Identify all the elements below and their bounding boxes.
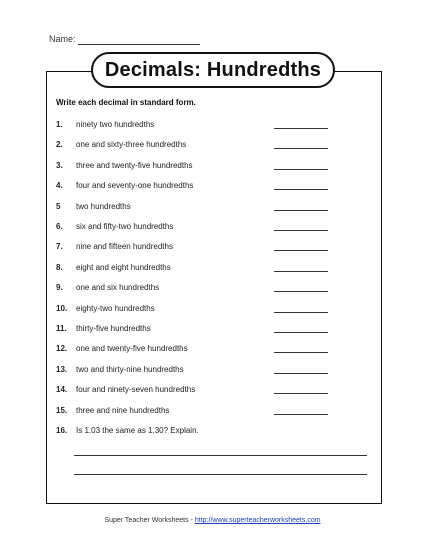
question-number: 12. <box>56 344 68 353</box>
question-number: 13. <box>56 365 68 374</box>
answer-line[interactable] <box>274 373 328 374</box>
question-number: 10. <box>56 304 68 313</box>
question-number: 16. <box>56 426 68 435</box>
question-text: three and twenty-five hundredths <box>76 161 193 170</box>
explain-answer-line-2[interactable] <box>74 474 367 475</box>
question-number: 3. <box>56 161 63 170</box>
footer-link[interactable]: http://www.superteacherworksheets.com <box>194 517 321 524</box>
answer-line[interactable] <box>274 414 328 415</box>
question-text: one and twenty-five hundredths <box>76 344 188 353</box>
footer <box>0 517 425 524</box>
answer-line[interactable] <box>274 332 328 333</box>
question-number: 6. <box>56 222 63 231</box>
answer-line[interactable] <box>274 128 328 129</box>
answer-line[interactable] <box>274 312 328 313</box>
title-banner <box>91 52 335 88</box>
answer-line[interactable] <box>274 352 328 353</box>
question-text: two and thirty-nine hundredths <box>76 365 184 374</box>
question-text: two hundredths <box>76 202 131 211</box>
question-text: nine and fifteen hundredths <box>76 242 173 251</box>
question-number: 5 <box>56 202 61 211</box>
answer-line[interactable] <box>274 230 328 231</box>
question-text: ninety two hundredths <box>76 120 155 129</box>
question-text: one and six hundredths <box>76 283 160 292</box>
instructions: Write each decimal in standard form. <box>56 98 196 107</box>
question-text: six and fifty-two hundredths <box>76 222 174 231</box>
name-label: Name: <box>49 34 76 44</box>
question-text: Is 1.03 the same as 1.30? Explain. <box>76 426 199 435</box>
answer-line[interactable] <box>274 271 328 272</box>
question-text: three and nine hundredths <box>76 406 170 415</box>
name-field-line[interactable] <box>78 44 200 45</box>
answer-line[interactable] <box>274 210 328 211</box>
footer-separator: - <box>190 517 193 524</box>
question-text: four and seventy-one hundredths <box>76 181 194 190</box>
answer-line[interactable] <box>274 393 328 394</box>
question-number: 7. <box>56 242 63 251</box>
question-number: 4. <box>56 181 63 190</box>
question-number: 8. <box>56 263 63 272</box>
question-number: 15. <box>56 406 68 415</box>
question-text: eight and eight hundredths <box>76 263 171 272</box>
explain-answer-line-1[interactable] <box>74 455 367 456</box>
answer-line[interactable] <box>274 169 328 170</box>
question-number: 2. <box>56 140 63 149</box>
footer-site-name: Super Teacher Worksheets <box>104 517 189 524</box>
question-number: 9. <box>56 283 63 292</box>
question-text: thirty-five hundredths <box>76 324 151 333</box>
question-text: one and sixty-three hundredths <box>76 140 187 149</box>
question-number: 11. <box>56 324 67 333</box>
answer-line[interactable] <box>274 291 328 292</box>
worksheet-title: Decimals: Hundredths <box>104 58 322 81</box>
question-number: 1. <box>56 120 63 129</box>
question-text: eighty-two hundredths <box>76 304 155 313</box>
answer-line[interactable] <box>274 189 328 190</box>
answer-line[interactable] <box>274 250 328 251</box>
answer-line[interactable] <box>274 148 328 149</box>
question-text: four and ninety-seven hundredths <box>76 385 196 394</box>
question-number: 14. <box>56 385 68 394</box>
